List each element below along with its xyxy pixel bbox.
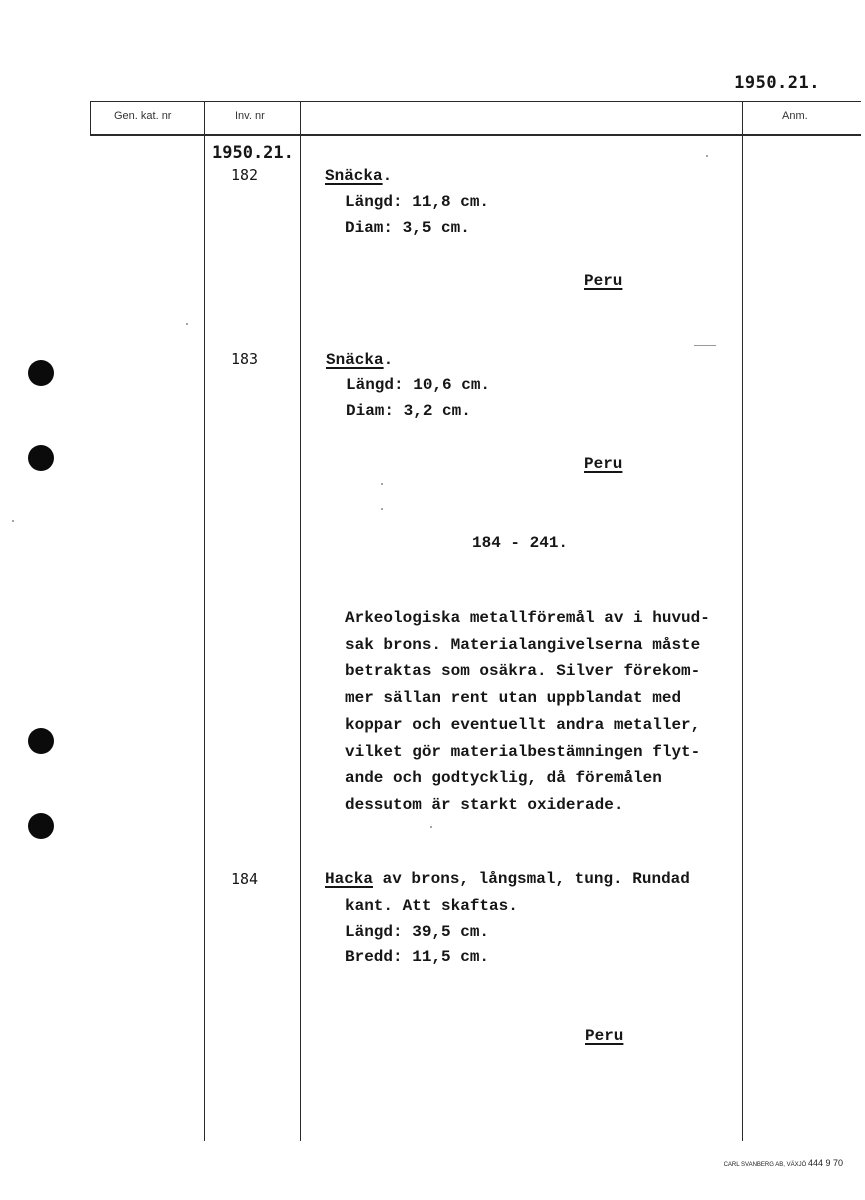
entry-182-diameter: Diam: 3,5 cm. bbox=[345, 219, 470, 237]
inv-number-182: 182 bbox=[231, 166, 259, 184]
entry-184-description: av brons, långsmal, tung. Rundad bbox=[373, 870, 690, 888]
entry-182-title: Snäcka bbox=[325, 167, 383, 185]
gen-kat-divider bbox=[204, 101, 205, 1141]
header-gen-kat-nr: Gen. kat. nr bbox=[114, 110, 172, 122]
note-line: dessutom är starkt oxiderade. bbox=[345, 795, 624, 814]
note-line: Arkeologiska metallföremål av i huvud- bbox=[345, 609, 710, 627]
entry-183-title: Snäcka bbox=[326, 351, 384, 369]
speck bbox=[706, 155, 708, 157]
entry-184-title-row bbox=[325, 866, 690, 892]
entry-182-title-end: . bbox=[382, 167, 393, 185]
punch-hole bbox=[28, 445, 54, 471]
inv-divider bbox=[300, 101, 301, 1141]
entry-184-line-1: kant. Att skaftas. bbox=[345, 897, 518, 915]
speck bbox=[381, 483, 383, 485]
entry-184-title: Hacka bbox=[325, 870, 374, 888]
entry-183-origin: Peru bbox=[584, 455, 623, 473]
printer-name: CARL SVANBERG AB, VÄXJÖ bbox=[723, 1162, 807, 1168]
note-line: vilket gör materialbestämningen flyt- bbox=[345, 742, 701, 761]
table-header-rule bbox=[90, 134, 861, 136]
speck bbox=[430, 826, 432, 828]
materials-note bbox=[345, 605, 710, 819]
document-number: 1950.21. bbox=[734, 73, 820, 93]
punch-hole bbox=[28, 728, 54, 754]
note-line: mer sällan rent utan uppblandat med bbox=[345, 689, 682, 708]
table-top-rule bbox=[90, 101, 861, 102]
note-line: koppar och eventuellt andra metaller, bbox=[345, 715, 701, 734]
stray-mark bbox=[694, 345, 716, 346]
entry-184-origin: Peru bbox=[585, 1027, 624, 1045]
range-heading: 184 - 241. bbox=[472, 534, 569, 552]
entry-183-title-row bbox=[326, 347, 393, 373]
speck bbox=[186, 323, 188, 325]
entry-182-title-row bbox=[325, 163, 392, 189]
inv-number-183: 183 bbox=[231, 350, 259, 368]
printer-imprint bbox=[724, 1158, 843, 1168]
entry-183-length: Längd: 10,6 cm. bbox=[346, 376, 491, 394]
note-line: sak brons. Materialangivelserna måste bbox=[345, 635, 701, 654]
entry-183-diameter: Diam: 3,2 cm. bbox=[346, 402, 471, 420]
note-line: ande och godtycklig, då föremålen bbox=[345, 769, 662, 788]
anm-divider bbox=[742, 101, 743, 1141]
header-anm: Anm. bbox=[782, 110, 808, 122]
table-left-border bbox=[90, 101, 91, 135]
entry-184-length: Längd: 39,5 cm. bbox=[345, 923, 490, 941]
note-line: betraktas som osäkra. Silver förekom- bbox=[345, 662, 701, 681]
speck bbox=[12, 520, 14, 522]
entry-182-length: Längd: 11,8 cm. bbox=[345, 193, 490, 211]
printer-code: 444 9 70 bbox=[807, 1158, 843, 1168]
punch-hole bbox=[28, 813, 54, 839]
entry-182-origin: Peru bbox=[584, 272, 623, 290]
collection-number: 1950.21. bbox=[212, 143, 294, 163]
inv-number-184: 184 bbox=[231, 870, 259, 888]
entry-183-title-end: . bbox=[383, 351, 394, 369]
header-inv-nr: Inv. nr bbox=[235, 110, 265, 122]
speck bbox=[381, 508, 383, 510]
entry-184-width: Bredd: 11,5 cm. bbox=[345, 948, 490, 966]
punch-hole bbox=[28, 360, 54, 386]
